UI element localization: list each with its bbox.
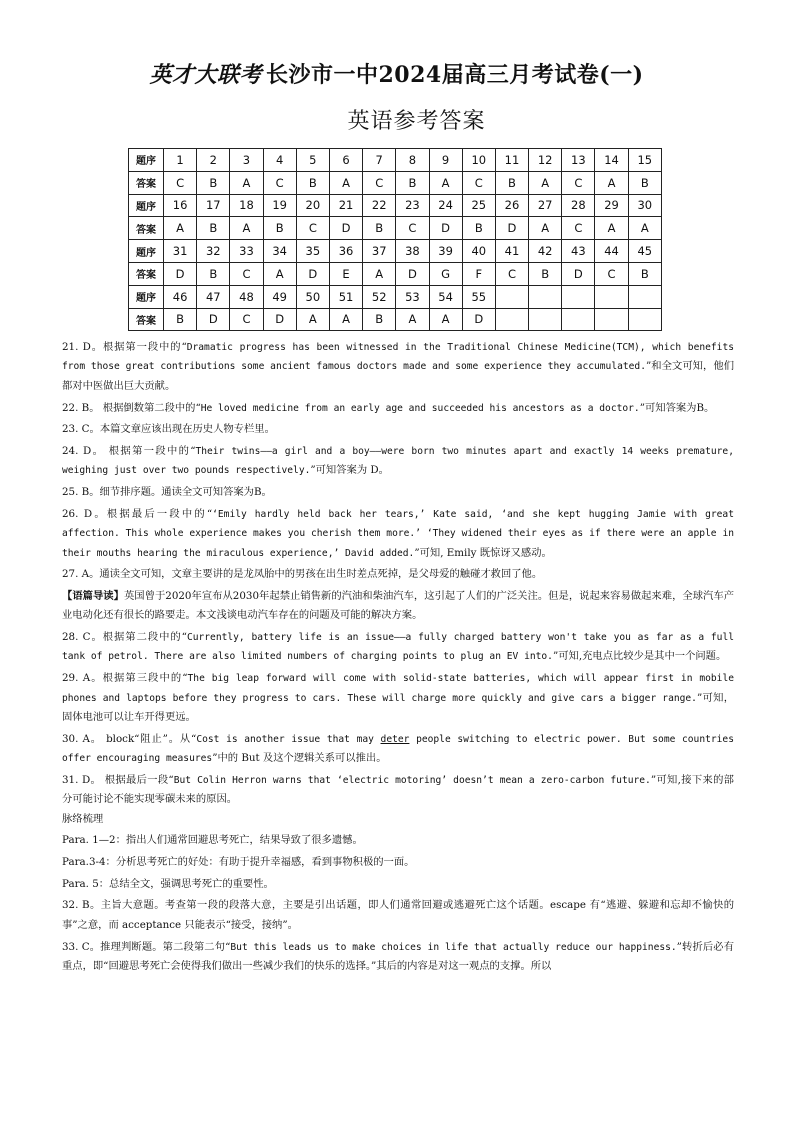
question-number-cell — [562, 285, 595, 308]
answer-row — [129, 308, 662, 331]
answer-cell: A — [595, 171, 628, 194]
question-number-cell: 34 — [263, 240, 296, 263]
answer-cell: D — [329, 217, 362, 240]
question-number-cell: 54 — [429, 285, 462, 308]
explanation-q28: 28. C。根据第二段中的“Currently, battery life is an issue——a fully charged battery won't take you as far as a full tank of petrol. There are also limited numbers of charging points to plug an EV into.”可知,充电点比较少是其中一个问题。 — [62, 631, 734, 663]
answer-row-label: 答案 — [129, 308, 164, 331]
answer-cell: D — [164, 262, 197, 285]
answer-cell — [628, 308, 661, 331]
question-number-cell: 48 — [230, 285, 263, 308]
answer-row-label: 答案 — [129, 171, 164, 194]
answer-cell: B — [529, 262, 562, 285]
question-number-cell: 31 — [164, 240, 197, 263]
question-number-cell: 51 — [329, 285, 362, 308]
answer-cell: A — [329, 171, 362, 194]
question-number-cell: 1 — [164, 149, 197, 172]
answer-cell: B — [495, 171, 528, 194]
answer-cell: A — [329, 308, 362, 331]
answer-cell: C — [562, 217, 595, 240]
answer-cell — [529, 308, 562, 331]
answer-row — [129, 171, 662, 194]
answer-cell: F — [462, 262, 495, 285]
question-number-cell: 53 — [396, 285, 429, 308]
question-row-label: 题序 — [129, 240, 164, 263]
outline-para-1: Para. 1—2：指出人们通常回避思考死亡，结果导致了很多遗憾。 — [62, 834, 363, 847]
answer-cell: D — [396, 262, 429, 285]
question-number-cell: 13 — [562, 149, 595, 172]
question-number-cell: 23 — [396, 194, 429, 217]
question-row-label: 题序 — [129, 194, 164, 217]
question-number-cell: 5 — [296, 149, 329, 172]
question-number-cell: 32 — [197, 240, 230, 263]
question-number-cell: 19 — [263, 194, 296, 217]
question-number-cell: 50 — [296, 285, 329, 308]
answer-cell — [562, 308, 595, 331]
answer-cell: A — [164, 217, 197, 240]
question-number-cell: 38 — [396, 240, 429, 263]
answer-cell: C — [263, 171, 296, 194]
question-number-cell: 55 — [462, 285, 495, 308]
explanation-q21: 21. D。根据第一段中的“Dramatic progress has been witnessed in the Traditional Chinese Medicine(TCM), which benefits from those great contributions some ancient famous doctors made and some experience they accumulated.”和全文可知，他们都对中医做出巨大贡献。 — [62, 341, 734, 392]
explanation-q22: 22. B。 根据倒数第二段中的“He loved medicine from an early age and succeeded his ancestors as a doctor.”可知答案为B。 — [62, 401, 715, 414]
answer-cell: E — [329, 262, 362, 285]
question-number-cell: 27 — [529, 194, 562, 217]
explanation-q27: 27. A。通读全文可知，文章主要讲的是龙凤胎中的男孩在出生时差点死掉，是父母爱的触碰才救回了他。 — [62, 568, 543, 581]
answer-cell: B — [628, 171, 661, 194]
question-number-cell: 42 — [529, 240, 562, 263]
answer-cell: C — [462, 171, 495, 194]
question-number-cell: 52 — [363, 285, 396, 308]
question-number-cell: 33 — [230, 240, 263, 263]
answer-cell: A — [263, 262, 296, 285]
question-number-cell: 3 — [230, 149, 263, 172]
passage-guide: 【语篇导读】英国曾于2020年宣布从2030年起禁止销售新的汽油和柴油汽车，这引起了人们的广泛关注。但是，说起来容易做起来难，全球汽车产业电动化还有很长的路要走。本文浅谈电动汽车存在的问题及可能的解决方案。 — [62, 589, 734, 622]
answer-cell: A — [429, 308, 462, 331]
question-number-cell: 6 — [329, 149, 362, 172]
answer-cell: B — [197, 217, 230, 240]
answer-cell: A — [396, 308, 429, 331]
explanation-q26: 26. D。根据最后一段中的“‘Emily hardly held back her tears,’ Kate said, ‘and she kept hugging Jamie with great affection. This whole experience makes you cherish them more.’ ‘They widened their eyes as if there were an apple in their mouths hearing the miraculous experience,’ David added.”可知, Emily 既惊讶又感动。 — [62, 507, 734, 559]
answer-cell: A — [230, 217, 263, 240]
question-number-cell: 36 — [329, 240, 362, 263]
page-subtitle: 英语参考答案 — [347, 109, 486, 134]
question-number-cell: 2 — [197, 149, 230, 172]
answer-cell: A — [529, 171, 562, 194]
explanation-q30: 30. A。 block“阻止”。从“Cost is another issue that may deter people switching to electric power. But some countries offer encouraging measures”中的 But 及这个逻辑关系可以推出。 — [62, 732, 734, 765]
question-number-cell — [529, 285, 562, 308]
question-row-label: 题序 — [129, 285, 164, 308]
question-number-cell: 22 — [363, 194, 396, 217]
question-row — [129, 240, 662, 263]
question-number-cell: 45 — [628, 240, 661, 263]
question-number-cell: 10 — [462, 149, 495, 172]
question-number-cell: 46 — [164, 285, 197, 308]
answer-row-label: 答案 — [129, 262, 164, 285]
outline-title: 脉络梳理 — [62, 812, 104, 825]
explanation-q25: 25. B。细节排序题。通读全文可知答案为B。 — [62, 486, 272, 499]
question-number-cell: 29 — [595, 194, 628, 217]
answer-cell — [495, 308, 528, 331]
question-number-cell: 11 — [495, 149, 528, 172]
explanation-q31: 31. D。 根据最后一段“But Colin Herron warns that ‘electric motoring’ doesn’t mean a zero-carbon future.”可知,接下来的部分可能讨论不能实现零碳未来的原因。 — [62, 773, 734, 806]
answer-cell: C — [363, 171, 396, 194]
question-number-cell: 43 — [562, 240, 595, 263]
answer-cell: D — [296, 262, 329, 285]
answer-cell: A — [230, 171, 263, 194]
answer-cell: A — [429, 171, 462, 194]
answer-cell: B — [363, 308, 396, 331]
answer-cell: C — [296, 217, 329, 240]
explanation-q29: 29. A。根据第三段中的“The big leap forward will come with solid-state batteries, which will appear first in mobile phones and laptops before they progress to cars. These will charge more quickly and give cars a bigger range.”可知，固体电池可以让车开得更远。 — [62, 672, 735, 723]
question-number-cell: 39 — [429, 240, 462, 263]
question-number-cell: 20 — [296, 194, 329, 217]
answer-cell: C — [562, 171, 595, 194]
question-number-cell — [595, 285, 628, 308]
question-row — [129, 194, 662, 217]
question-number-cell: 18 — [230, 194, 263, 217]
question-number-cell: 12 — [529, 149, 562, 172]
answer-cell: B — [197, 171, 230, 194]
answer-cell: D — [263, 308, 296, 331]
answer-cell: B — [197, 262, 230, 285]
answer-cell: D — [197, 308, 230, 331]
answer-cell: G — [429, 262, 462, 285]
question-row — [129, 285, 662, 308]
question-number-cell: 21 — [329, 194, 362, 217]
question-number-cell: 14 — [595, 149, 628, 172]
answer-cell: C — [230, 262, 263, 285]
question-number-cell: 7 — [363, 149, 396, 172]
question-row — [129, 149, 662, 172]
question-number-cell: 15 — [628, 149, 661, 172]
question-number-cell: 4 — [263, 149, 296, 172]
answer-table — [128, 148, 662, 331]
answer-row-label: 答案 — [129, 217, 164, 240]
question-number-cell: 26 — [495, 194, 528, 217]
brand-logo: 英才大联考 — [149, 62, 262, 88]
answer-cell: B — [462, 217, 495, 240]
question-number-cell — [495, 285, 528, 308]
explanations — [62, 338, 734, 979]
question-number-cell: 44 — [595, 240, 628, 263]
explanation-q24: 24. D。 根据第一段中的“Their twins——a girl and a boy——were born two minutes apart and exactly 14 weeks premature, weighing just over two pounds respectively.”可知答案为 D。 — [62, 444, 734, 477]
question-row-label: 题序 — [129, 149, 164, 172]
question-number-cell: 17 — [197, 194, 230, 217]
question-number-cell: 37 — [363, 240, 396, 263]
explanation-q23: 23. C。本篇文章应该出现在历史人物专栏里。 — [62, 423, 275, 436]
answer-row — [129, 262, 662, 285]
question-number-cell: 49 — [263, 285, 296, 308]
question-number-cell: 30 — [628, 194, 661, 217]
question-number-cell: 35 — [296, 240, 329, 263]
outline-para-3: Para. 5：总结全文，强调思考死亡的重要性。 — [62, 877, 274, 890]
answer-cell: B — [628, 262, 661, 285]
question-number-cell: 9 — [429, 149, 462, 172]
question-number-cell: 28 — [562, 194, 595, 217]
answer-cell: A — [628, 217, 661, 240]
question-number-cell: 8 — [396, 149, 429, 172]
answer-cell: B — [396, 171, 429, 194]
answer-cell: C — [396, 217, 429, 240]
answer-cell: D — [462, 308, 495, 331]
exam-title-text: 长沙市一中2024届高三月考试卷(一) — [265, 62, 644, 88]
answer-cell: B — [263, 217, 296, 240]
answer-cell: C — [495, 262, 528, 285]
question-number-cell: 47 — [197, 285, 230, 308]
question-number-cell: 25 — [462, 194, 495, 217]
answer-cell: A — [529, 217, 562, 240]
answer-cell — [595, 308, 628, 331]
answer-row — [129, 217, 662, 240]
answer-cell: A — [296, 308, 329, 331]
answer-cell: D — [429, 217, 462, 240]
answer-cell: B — [296, 171, 329, 194]
outline-para-2: Para.3-4：分析思考死亡的好处：有助于提升幸福感，看到事物积极的一面。 — [62, 856, 415, 869]
answer-cell: D — [495, 217, 528, 240]
answer-cell: B — [164, 308, 197, 331]
answer-cell: B — [363, 217, 396, 240]
exam-title — [0, 58, 793, 89]
question-number-cell — [628, 285, 661, 308]
answer-cell: C — [230, 308, 263, 331]
answer-cell: C — [164, 171, 197, 194]
answer-cell: A — [595, 217, 628, 240]
explanation-q33: 33. C。推理判断题。第二段第二句“But this leads us to make choices in life that actually reduce our happiness.”转折后必有重点，即“回避思考死亡会使得我们做出一些减少我们的快乐的选择。”其后的内容是对这一观点的支撑。所以 — [62, 940, 735, 972]
answer-cell: A — [363, 262, 396, 285]
answer-cell: C — [595, 262, 628, 285]
explanation-q32: 32. B。主旨大意题。考查第一段的段落大意，主要是引出话题，即人们通常回避或逃避死亡这个话题。escape 有“逃避、躲避和忘却不愉快的事”之意，而 acceptance 只能表示“接受，接纳”。 — [62, 899, 734, 931]
answer-cell: D — [562, 262, 595, 285]
question-number-cell: 41 — [495, 240, 528, 263]
question-number-cell: 40 — [462, 240, 495, 263]
question-number-cell: 24 — [429, 194, 462, 217]
question-number-cell: 16 — [164, 194, 197, 217]
